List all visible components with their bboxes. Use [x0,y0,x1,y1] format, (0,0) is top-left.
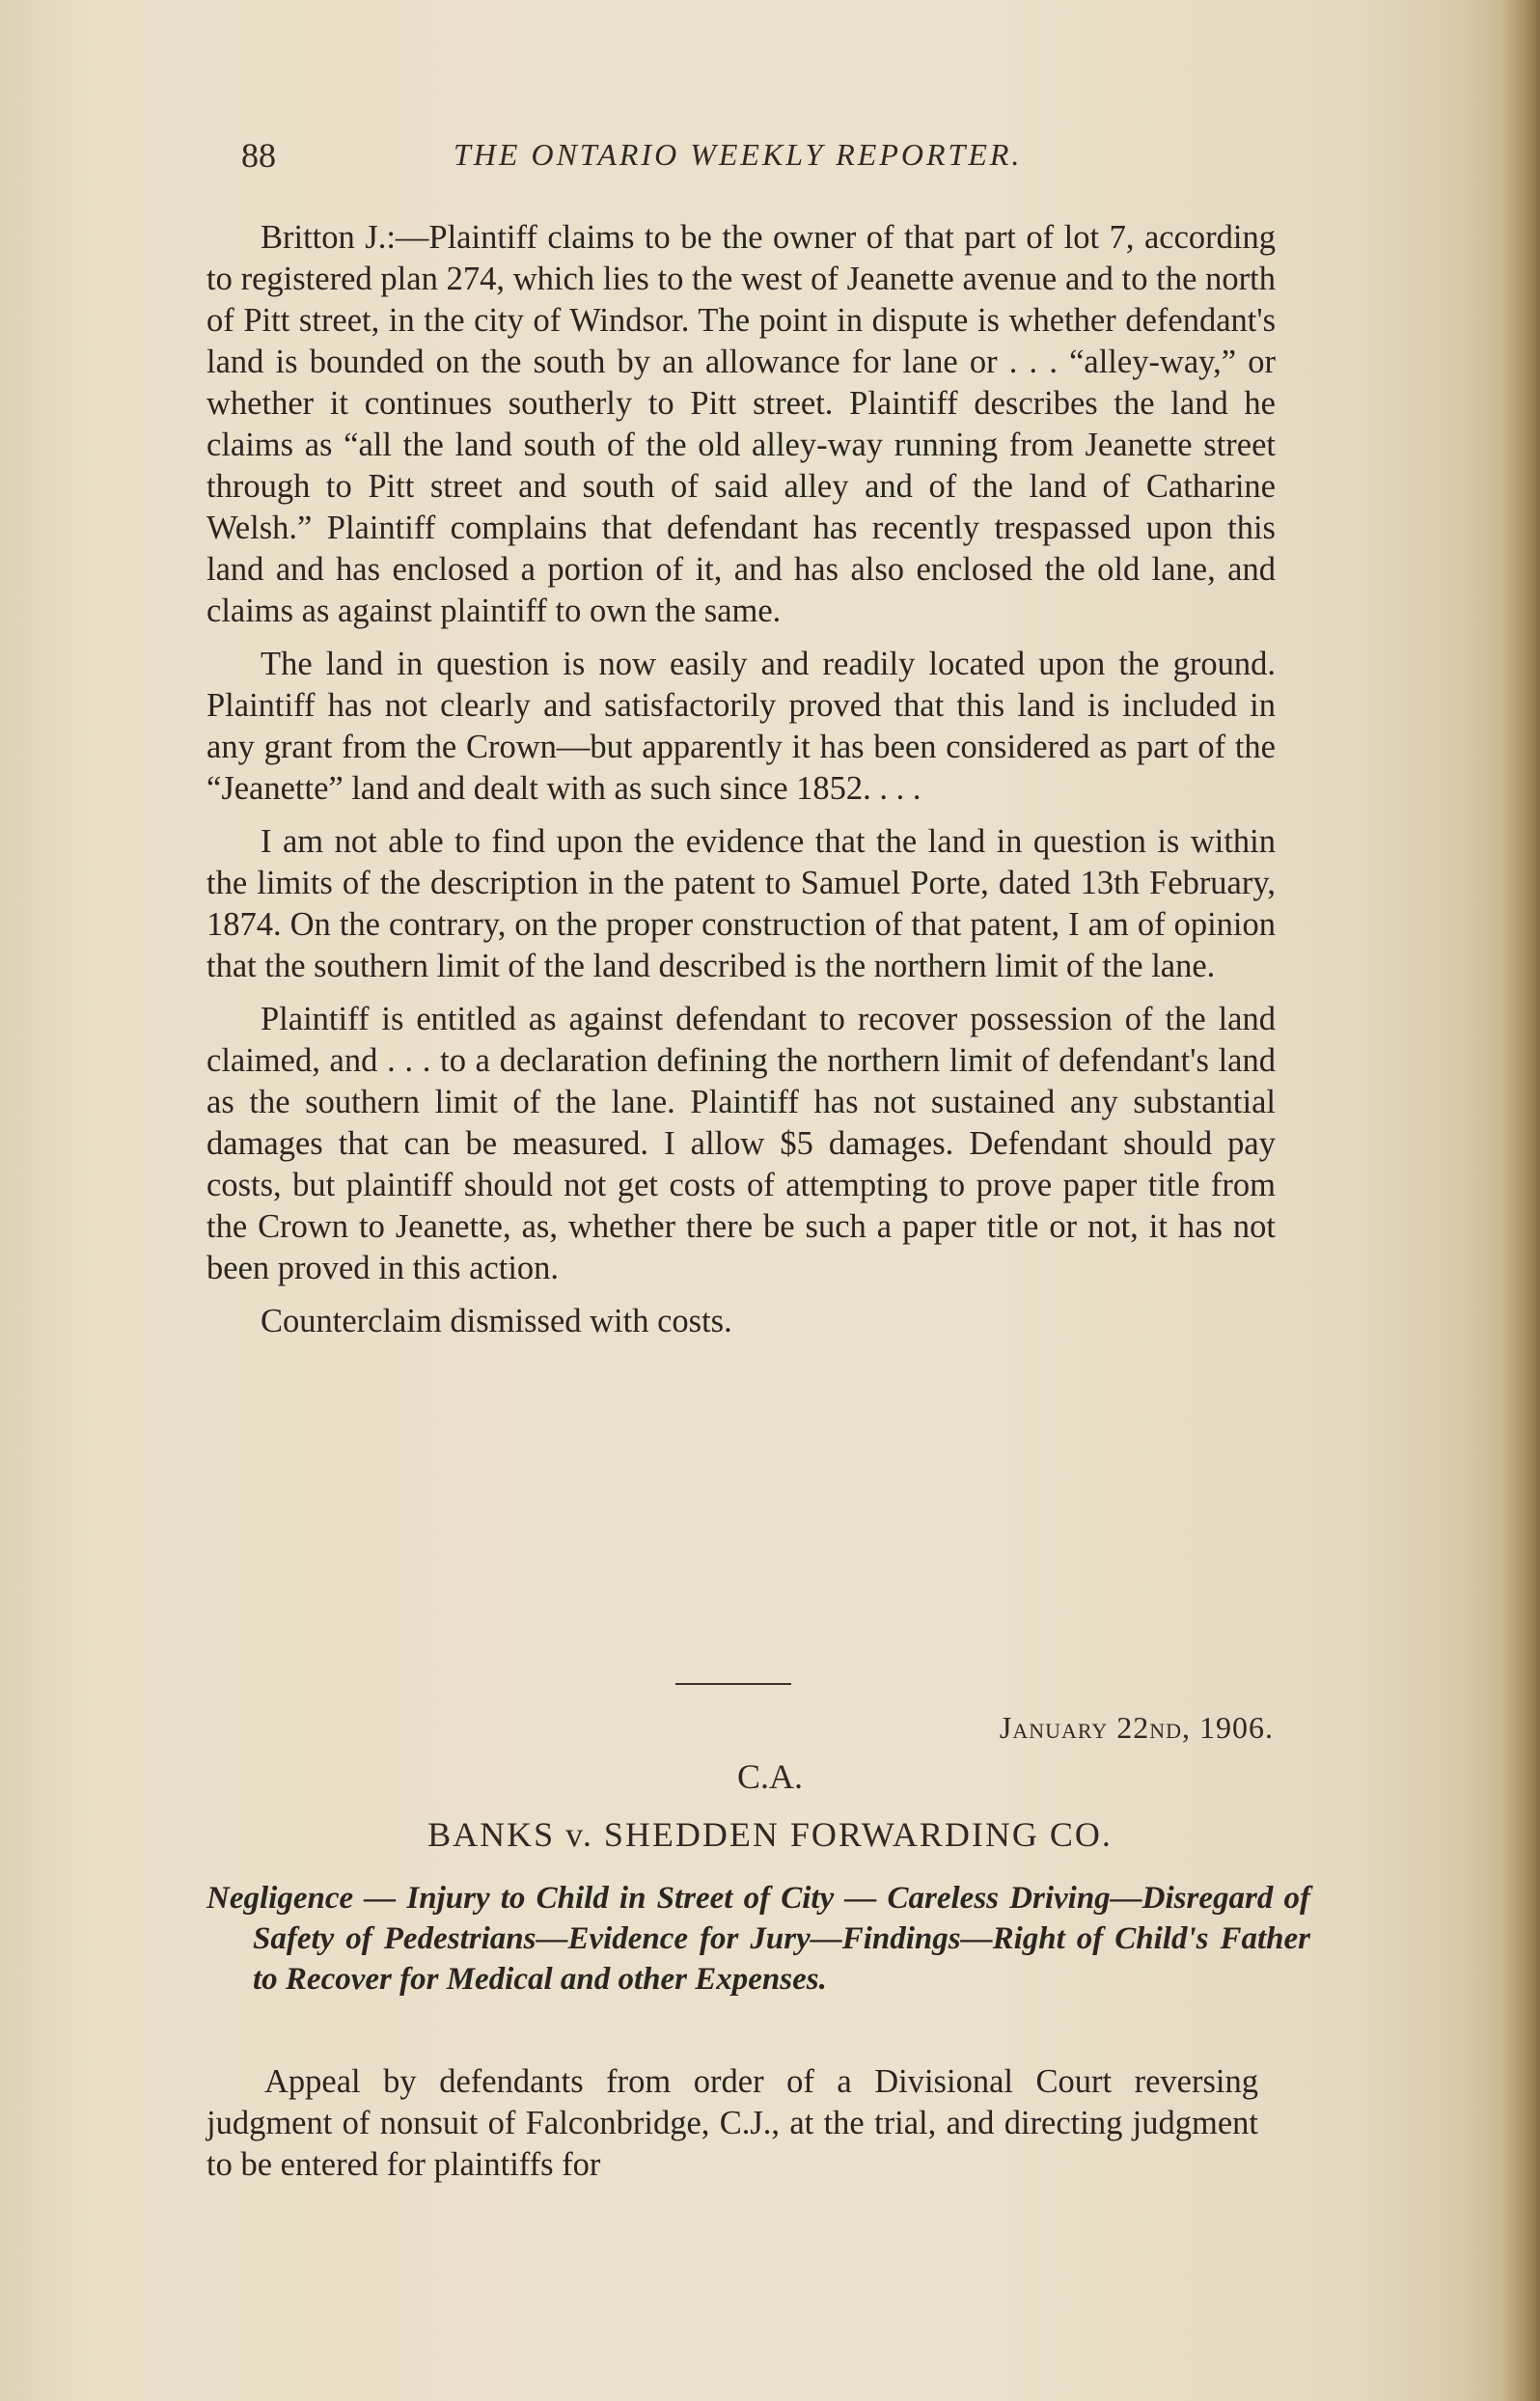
paragraph: Plaintiff is entitled as against defendant to recover possession of the land claimed, and . . . to a declaration defining the northern limit of defendant's land as the southern limit of the lane. Plaintiff has not sustained any substantial damages that can be measured. I allow $5 damages. Defendant should pay costs, but plaintiff should not get costs of attempting to prove paper title from the Crown to Jeanette, as, whether there be such a paper title or not, it has not been proved in this action. [206,1001,1276,1286]
paragraph: Appeal by defendants from order of a Divisional Court reversing judgment of nonsuit of Falconbridge, C.J., at the trial, and directing judgment to be entered for plaintiffs for [206,2063,1258,2183]
paragraph: Counterclaim dismissed with costs. [261,1303,732,1339]
paragraph: I am not able to find upon the evidence that the land in question is within the limits of the description in the patent to Samuel Porte, dated 13th February, 1874. On the contrary, on the proper construction of that patent, I am of opinion that the southern limit of the land described is the northern limit of the lane. [206,823,1276,984]
page-spine-shadow [1501,0,1540,2401]
judgment-text [206,217,1276,1354]
case-headnote: Negligence — Injury to Child in Street of City — Careless Driving—Disregard of Safety of Pedestrians—Evidence for Jury—Findings—Right of Child's Father to Recover for Medical and other Expenses. [206,1881,1310,1997]
section-divider [675,1683,791,1685]
appeal-text [206,2061,1258,2186]
page-number: 88 [241,136,276,175]
page-header [241,135,1274,183]
case-title: BANKS v. SHEDDEN FORWARDING CO. [427,1815,1113,1854]
paragraph: The land in question is now easily and readily located upon the ground. Plaintiff has not clearly and satisfactorily proved that this land is included in any grant from the Crown—but apparently it has been considered as part of the “Jeanette” land and dealt with as such since 1852. . . . [206,646,1276,807]
case-date: January 22nd, 1906. [999,1710,1274,1745]
paragraph: Britton J.:—Plaintiff claims to be the owner of that part of lot 7, according to registered plan 274, which lies to the west of Jeanette avenue and to the north of Pitt street, in the city of Windsor. The point in dispute is whether defendant's land is bounded on the south by an allowance for lane or . . . “alley-way,” or whether it continues southerly to Pitt street. Plaintiff describes the land he claims as “all the land south of the old alley-way running from Jeanette street through to Pitt street and south of said alley and of the land of Catharine Welsh.” Plaintiff complains that defendant has recently trespassed upon this land and has enclosed a portion of it, and has also enclosed the old lane, and claims as against plaintiff to own the same. [206,219,1276,629]
running-title: THE ONTARIO WEEKLY REPORTER. [454,137,1023,172]
court-abbreviation: C.A. [736,1757,803,1796]
